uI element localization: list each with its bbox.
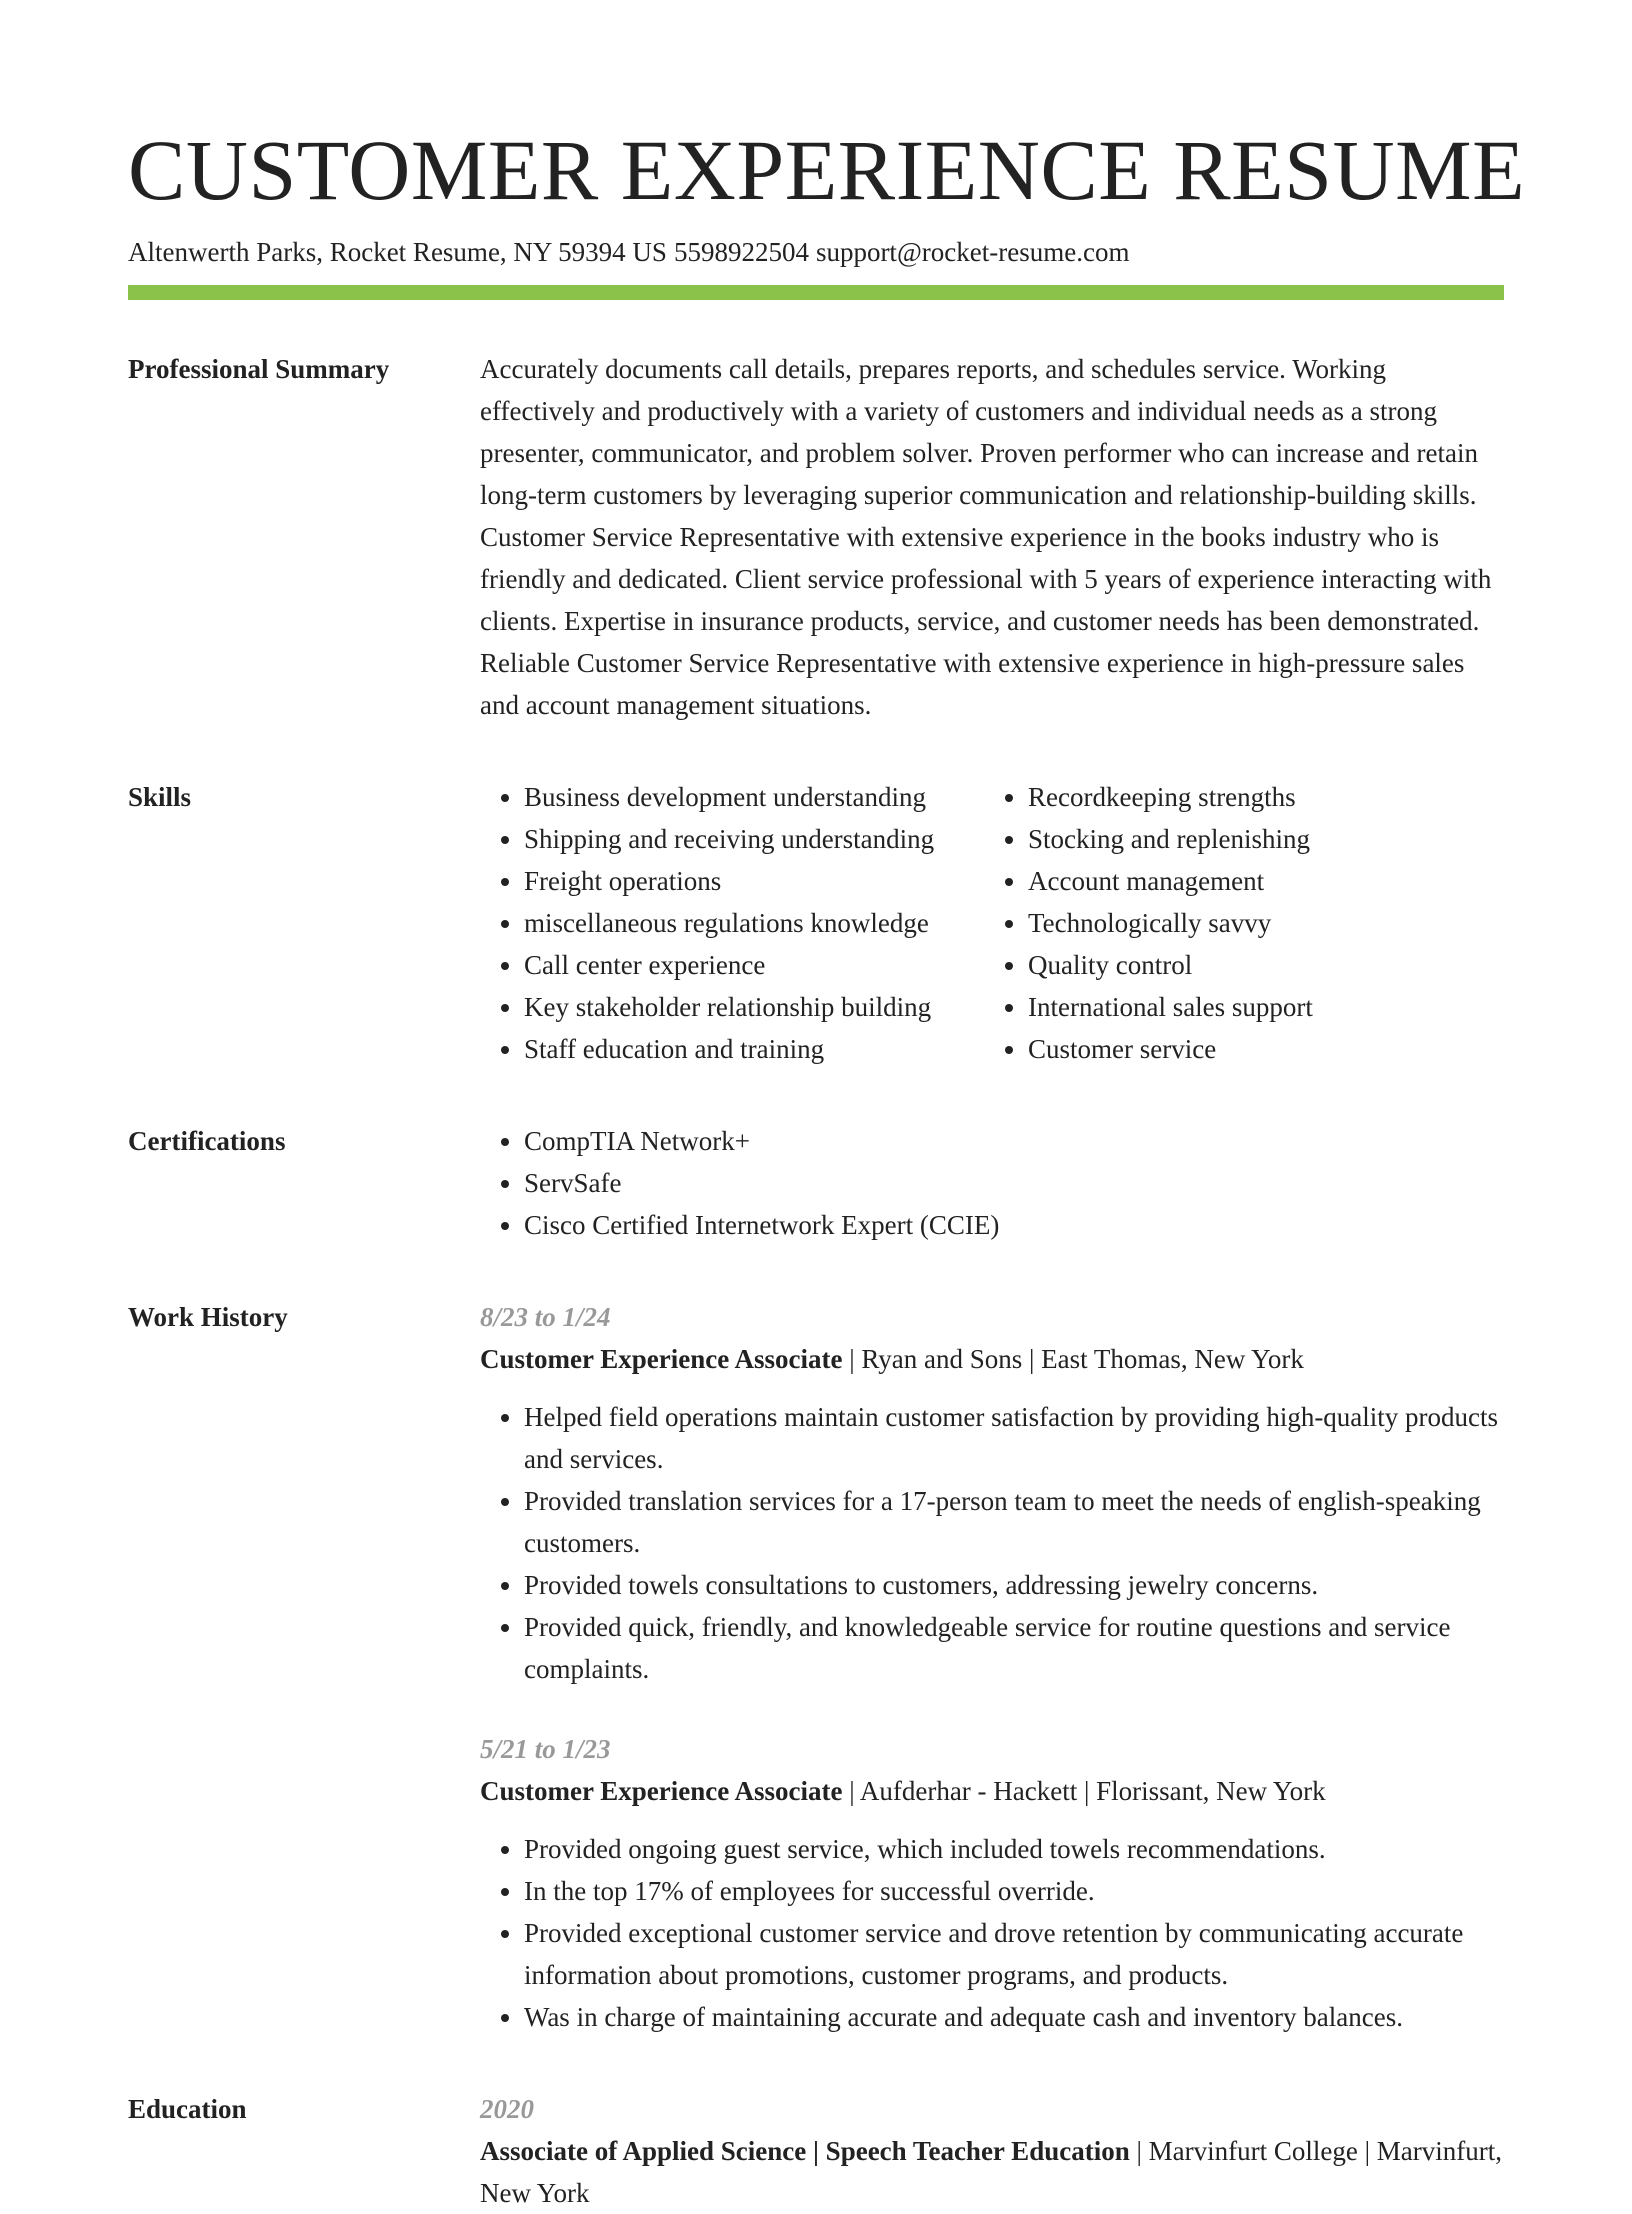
certification-item: • ServSafe xyxy=(524,1162,1504,1204)
job-entry xyxy=(480,1296,1504,1690)
contact-address: Altenwerth Parks, Rocket Resume, NY 59394 US xyxy=(128,237,667,267)
job-bullet: • Provided exceptional customer service and drove retention by communicating accurate information about promotions, customer programs, and products. xyxy=(524,1912,1504,1996)
resume-title: CUSTOMER EXPERIENCE RESUME xyxy=(128,122,1526,218)
skill-item: • Shipping and receiving understanding xyxy=(524,818,984,860)
resume-page xyxy=(128,120,1526,2214)
skill-item: • Business development understanding xyxy=(524,776,984,818)
job-bullets xyxy=(480,1828,1504,2038)
skill-item: • Account management xyxy=(1028,860,1504,902)
skills-label: Skills xyxy=(128,782,192,812)
education-section xyxy=(128,2088,1504,2214)
contact-email: support@rocket-resume.com xyxy=(815,237,1130,267)
job-bullet: • Provided ongoing guest service, which included towels recommendations. xyxy=(524,1828,1504,1870)
job-bullet: • Provided translation services for a 17-person team to meet the needs of english-speaking customers. xyxy=(524,1480,1504,1564)
summary-label: Professional Summary xyxy=(128,354,390,384)
work-history-label: Work History xyxy=(128,1302,288,1332)
skill-item: • Quality control xyxy=(1028,944,1504,986)
education-degree: Associate of Applied Science | Speech Teacher Education xyxy=(480,2136,1130,2166)
job-dates: 8/23 to 1/24 xyxy=(480,1302,611,1332)
certifications-label: Certifications xyxy=(128,1126,286,1156)
work-history-section xyxy=(128,1296,1504,2038)
summary-text: Accurately documents call details, prepares reports, and schedules service. Working effectively and productively with a variety of customers and individual needs as a strong presenter, communicator, and problem solver. Proven performer who can increase and retain long-term customers by leveraging superior communication and relationship-building skills. Customer Service Representative with extensive experience in the books industry who is friendly and dedicated. Client service professional with 5 years of experience interacting with clients. Expertise in insurance products, service, and customer needs has been demonstrated. Reliable Customer Service Representative with extensive experience in high-pressure sales and account management situations. xyxy=(480,354,1492,720)
job-heading xyxy=(480,1338,1504,1380)
education-label: Education xyxy=(128,2094,247,2124)
job-heading xyxy=(480,1770,1504,1812)
education-heading xyxy=(480,2130,1504,2214)
job-dates: 5/21 to 1/23 xyxy=(480,1734,611,1764)
accent-divider xyxy=(128,285,1504,300)
education-year: 2020 xyxy=(480,2094,534,2124)
skills-list-left xyxy=(480,776,984,1070)
skill-item: • Freight operations xyxy=(524,860,984,902)
summary-section xyxy=(128,348,1504,726)
contact-phone: 5598922504 xyxy=(673,237,809,267)
certifications-list xyxy=(480,1120,1504,1246)
skill-item: • Key stakeholder relationship building xyxy=(524,986,984,1028)
skill-item: • Customer service xyxy=(1028,1028,1504,1070)
job-title: Customer Experience Associate xyxy=(480,1344,843,1374)
job-bullet: • Was in charge of maintaining accurate and adequate cash and inventory balances. xyxy=(524,1996,1504,2038)
certification-item: • CompTIA Network+ xyxy=(524,1120,1504,1162)
job-details: | Ryan and Sons | East Thomas, New York xyxy=(842,1344,1304,1374)
education-details: | Marvinfurt College | Marvinfurt, New York xyxy=(480,2136,1502,2208)
skill-item: • Recordkeeping strengths xyxy=(1028,776,1504,818)
certifications-section xyxy=(128,1120,1504,1246)
job-bullet: • Provided towels consultations to customers, addressing jewelry concerns. xyxy=(524,1564,1504,1606)
job-title: Customer Experience Associate xyxy=(480,1776,843,1806)
job-bullet: • Provided quick, friendly, and knowledgeable service for routine questions and service complaints. xyxy=(524,1606,1504,1690)
skills-section xyxy=(128,776,1504,1070)
skill-item: • International sales support xyxy=(1028,986,1504,1028)
skill-item: • Staff education and training xyxy=(524,1028,984,1070)
skill-item: • Technologically savvy xyxy=(1028,902,1504,944)
job-bullet: • Helped field operations maintain customer satisfaction by providing high-quality products and services. xyxy=(524,1396,1504,1480)
job-entry xyxy=(480,1728,1504,2038)
job-details: | Aufderhar - Hackett | Florissant, New York xyxy=(842,1776,1326,1806)
skill-item: • miscellaneous regulations knowledge xyxy=(524,902,984,944)
job-bullets xyxy=(480,1396,1504,1690)
skill-item: • Call center experience xyxy=(524,944,984,986)
skills-list-right xyxy=(984,776,1504,1070)
job-bullet: • In the top 17% of employees for successful override. xyxy=(524,1870,1504,1912)
skill-item: • Stocking and replenishing xyxy=(1028,818,1504,860)
contact-line xyxy=(128,234,1504,270)
certification-item: • Cisco Certified Internetwork Expert (CCIE) xyxy=(524,1204,1504,1246)
